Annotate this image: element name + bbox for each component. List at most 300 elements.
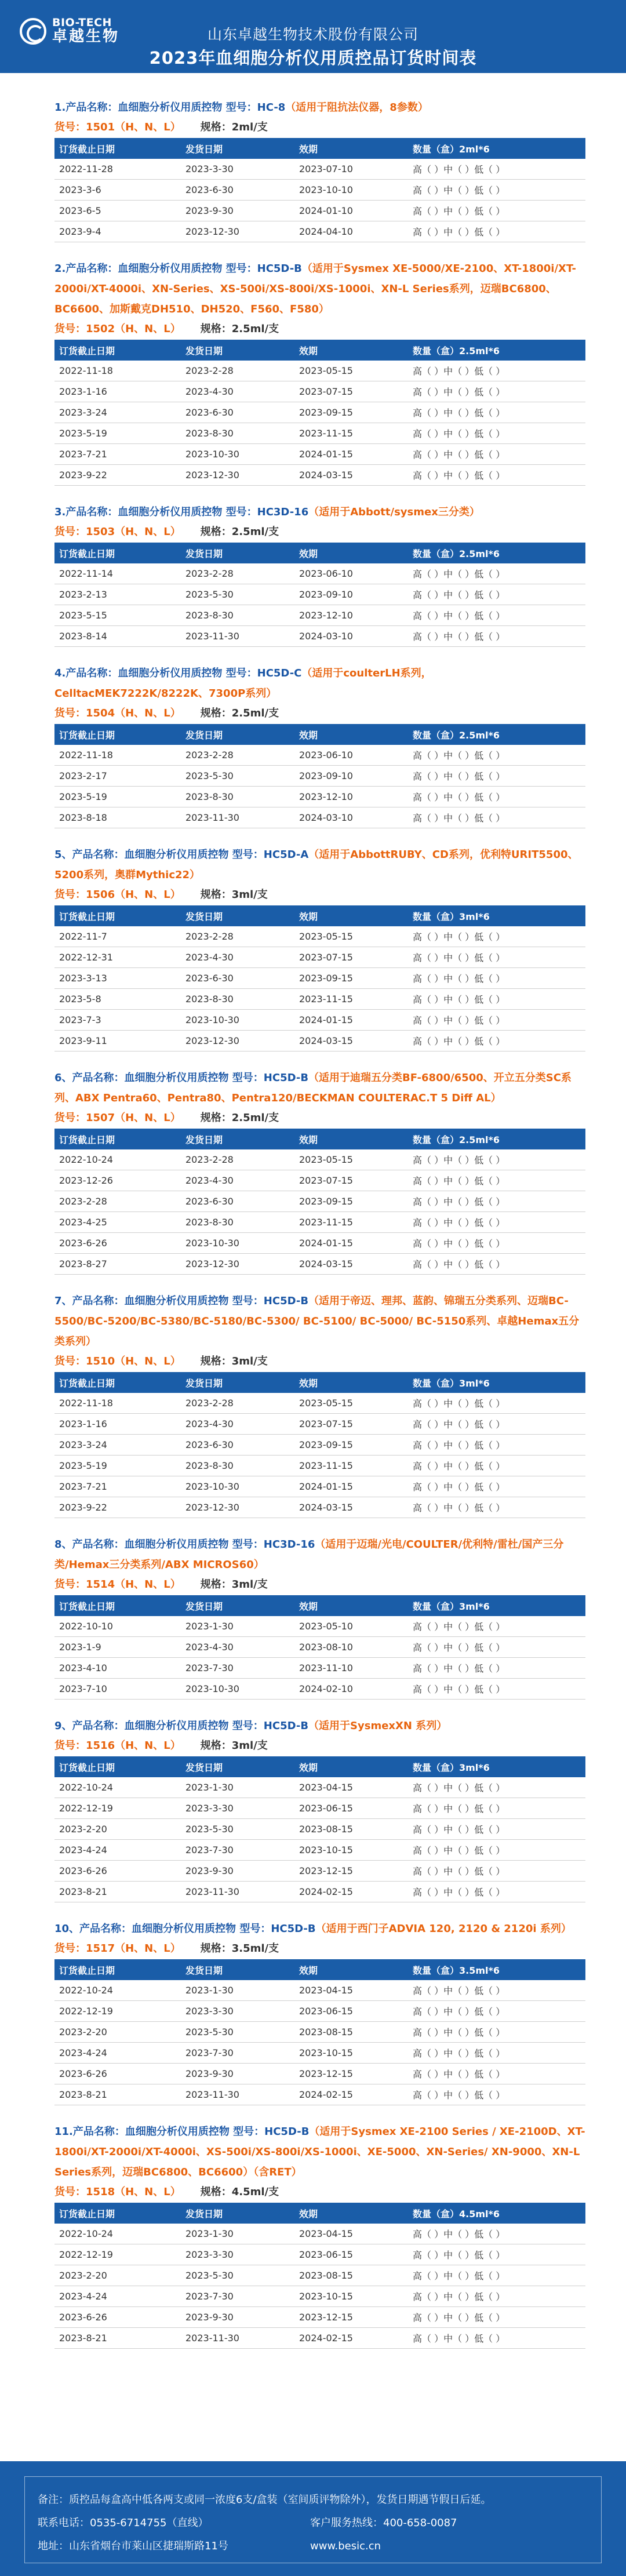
product-heading xyxy=(54,1291,585,1352)
table-row xyxy=(54,2064,585,2084)
quantity-cell[interactable]: 高（ ）中（ ）低（ ） xyxy=(413,2229,505,2240)
col-expiry: 效期 xyxy=(299,1377,318,1389)
ship-date-cell: 2023-2-28 xyxy=(185,568,234,579)
ship-date-cell: 2023-4-30 xyxy=(185,386,234,397)
ship-date-cell: 2023-6-30 xyxy=(185,184,234,195)
expiry-cell: 2023-10-15 xyxy=(299,2291,353,2302)
table-header-row xyxy=(54,724,585,745)
order-deadline-cell: 2023-7-3 xyxy=(59,1014,101,1025)
table-row xyxy=(54,1658,585,1679)
ship-date-cell: 2023-5-30 xyxy=(185,2270,234,2281)
quantity-cell[interactable]: 高（ ）中（ ）低（ ） xyxy=(413,631,505,642)
ship-date-cell: 2023-9-30 xyxy=(185,2068,234,2079)
ship-date-cell: 2023-11-30 xyxy=(185,1886,239,1897)
product-section xyxy=(54,845,585,1051)
product-heading xyxy=(54,1534,585,1575)
quantity-cell[interactable]: 高（ ）中（ ）低（ ） xyxy=(413,387,505,398)
product-code-line xyxy=(54,319,585,339)
table-row xyxy=(54,989,585,1010)
expiry-cell: 2023-05-15 xyxy=(299,931,353,942)
order-deadline-cell: 2023-9-22 xyxy=(59,1502,107,1513)
quantity-cell[interactable]: 高（ ）中（ ）低（ ） xyxy=(413,1398,505,1409)
order-deadline-cell: 2022-12-19 xyxy=(59,1803,113,1814)
product-spec: 规格：3ml/支 xyxy=(200,889,268,901)
col-expiry: 效期 xyxy=(299,1762,318,1773)
product-section xyxy=(54,2122,585,2349)
ship-date-cell: 2023-6-30 xyxy=(185,1439,234,1450)
order-deadline-cell: 2023-3-24 xyxy=(59,407,107,418)
col-expiry: 效期 xyxy=(299,548,318,559)
col-quantity: 数量（盒）3ml*6 xyxy=(413,911,490,922)
quantity-cell[interactable]: 高（ ）中（ ）低（ ） xyxy=(413,1502,505,1513)
quantity-cell[interactable]: 高（ ）中（ ）低（ ） xyxy=(413,1663,505,1674)
footer-box xyxy=(24,2476,602,2563)
table-row xyxy=(54,2022,585,2043)
expiry-cell: 2023-11-15 xyxy=(299,994,353,1005)
table-row xyxy=(54,2244,585,2265)
col-quantity: 数量（盒）4.5ml*6 xyxy=(413,2208,500,2220)
order-deadline-cell: 2023-6-26 xyxy=(59,1865,107,1876)
quantity-cell[interactable]: 高（ ）中（ ）低（ ） xyxy=(413,1684,505,1695)
quantity-cell[interactable]: 高（ ）中（ ）低（ ） xyxy=(413,1155,505,1166)
col-quantity: 数量（盒）2.5ml*6 xyxy=(413,548,500,559)
page-header xyxy=(0,0,626,73)
expiry-cell: 2023-06-10 xyxy=(299,749,353,761)
order-deadline-cell: 2023-2-17 xyxy=(59,770,107,781)
expiry-cell: 2023-12-10 xyxy=(299,791,353,802)
expiry-cell: 2023-07-15 xyxy=(299,1175,353,1186)
ship-date-cell: 2023-8-30 xyxy=(185,428,234,439)
quantity-cell[interactable]: 高（ ）中（ ）低（ ） xyxy=(413,1196,505,1207)
expiry-cell: 2024-01-15 xyxy=(299,1238,353,1249)
product-name-model: 2.产品名称：血细胞分析仪用质控物 型号：HC5D-B xyxy=(54,263,302,275)
table-row xyxy=(54,1798,585,1819)
order-deadline-cell: 2023-1-16 xyxy=(59,1418,107,1429)
product-heading xyxy=(54,845,585,885)
product-section xyxy=(54,259,585,486)
table-header-row xyxy=(54,1756,585,1777)
expiry-cell: 2024-03-15 xyxy=(299,1258,353,1269)
ship-date-cell: 2023-11-30 xyxy=(185,631,239,642)
quantity-cell[interactable]: 高（ ）中（ ）低（ ） xyxy=(413,973,505,984)
company-address: 地址：山东省烟台市莱山区捷瑞斯路11号 xyxy=(38,2540,228,2552)
quantity-cell[interactable]: 高（ ）中（ ）低（ ） xyxy=(413,2006,505,2017)
table-row xyxy=(54,1456,585,1476)
ship-date-cell: 2023-7-30 xyxy=(185,2047,234,2058)
col-quantity: 数量（盒）2.5ml*6 xyxy=(413,1134,500,1145)
product-spec: 规格：4.5ml/支 xyxy=(200,2186,279,2198)
order-deadline-cell: 2022-12-31 xyxy=(59,952,113,963)
ship-date-cell: 2023-2-28 xyxy=(185,1398,234,1409)
expiry-cell: 2023-04-15 xyxy=(299,1985,353,1996)
quantity-cell[interactable]: 高（ ）中（ ）低（ ） xyxy=(413,2027,505,2038)
ship-date-cell: 2023-7-30 xyxy=(185,2291,234,2302)
order-deadline-cell: 2023-4-25 xyxy=(59,1217,107,1228)
product-code-line xyxy=(54,118,585,137)
quantity-cell[interactable]: 高（ ）中（ ）低（ ） xyxy=(413,428,505,439)
ship-date-cell: 2023-4-30 xyxy=(185,952,234,963)
quantity-cell[interactable]: 高（ ）中（ ）低（ ） xyxy=(413,2090,505,2101)
quantity-cell[interactable]: 高（ ）中（ ）低（ ） xyxy=(413,1015,505,1026)
expiry-cell: 2023-05-10 xyxy=(299,1621,353,1632)
product-name-model: 10、产品名称：血细胞分析仪用质控物 型号：HC5D-B xyxy=(54,1923,316,1935)
expiry-cell: 2023-04-15 xyxy=(299,1782,353,1793)
table-row xyxy=(54,766,585,787)
ship-date-cell: 2023-5-30 xyxy=(185,1824,234,1835)
table-row xyxy=(54,423,585,444)
quantity-cell[interactable]: 高（ ）中（ ）低（ ） xyxy=(413,164,505,175)
order-deadline-cell: 2022-11-7 xyxy=(59,931,107,942)
expiry-cell: 2023-07-15 xyxy=(299,1418,353,1429)
ship-date-cell: 2023-10-30 xyxy=(185,1238,239,1249)
product-code: 货号：1504（H、N、L） xyxy=(54,707,181,719)
product-name-model: 9、产品名称：血细胞分析仪用质控物 型号：HC5D-B xyxy=(54,1720,309,1732)
table-row xyxy=(54,2307,585,2328)
quantity-cell[interactable]: 高（ ）中（ ）低（ ） xyxy=(413,366,505,377)
table-row xyxy=(54,1031,585,1051)
schedule-table xyxy=(54,2203,585,2349)
table-row xyxy=(54,465,585,486)
expiry-cell: 2023-10-10 xyxy=(299,184,353,195)
table-row xyxy=(54,1212,585,1233)
table-row xyxy=(54,605,585,626)
col-expiry: 效期 xyxy=(299,1600,318,1612)
col-ship-date: 发货日期 xyxy=(185,729,223,741)
quantity-cell[interactable]: 高（ ）中（ ）低（ ） xyxy=(413,2048,505,2059)
order-deadline-cell: 2023-2-20 xyxy=(59,1824,107,1835)
order-deadline-cell: 2023-5-19 xyxy=(59,1460,107,1471)
product-spec: 规格：3ml/支 xyxy=(200,1578,268,1591)
col-order-deadline: 订货截止日期 xyxy=(59,2208,115,2220)
table-row xyxy=(54,159,585,180)
expiry-cell: 2023-09-15 xyxy=(299,1439,353,1450)
company-name: 山东卓越生物技术股份有限公司 xyxy=(207,26,418,43)
expiry-cell: 2024-03-15 xyxy=(299,1502,353,1513)
order-deadline-cell: 2022-10-24 xyxy=(59,1154,113,1165)
quantity-cell[interactable]: 高（ ）中（ ）低（ ） xyxy=(413,1419,505,1430)
order-deadline-cell: 2023-1-16 xyxy=(59,386,107,397)
ship-date-cell: 2023-2-28 xyxy=(185,1154,234,1165)
quantity-cell[interactable]: 高（ ）中（ ）低（ ） xyxy=(413,2250,505,2261)
expiry-cell: 2023-06-15 xyxy=(299,2249,353,2260)
col-order-deadline: 订货截止日期 xyxy=(59,548,115,559)
col-order-deadline: 订货截止日期 xyxy=(59,345,115,356)
quantity-cell[interactable]: 高（ ）中（ ）低（ ） xyxy=(413,1621,505,1632)
ship-date-cell: 2023-11-30 xyxy=(185,812,239,823)
quantity-cell[interactable]: 高（ ）中（ ）低（ ） xyxy=(413,1803,505,1814)
product-name-model: 1.产品名称：血细胞分析仪用质控物 型号：HC-8 xyxy=(54,101,286,114)
expiry-cell: 2023-09-15 xyxy=(299,1196,353,1207)
order-deadline-cell: 2023-8-27 xyxy=(59,1258,107,1269)
product-spec: 规格：2.5ml/支 xyxy=(200,526,279,538)
order-deadline-cell: 2023-3-6 xyxy=(59,184,101,195)
ship-date-cell: 2023-10-30 xyxy=(185,1683,239,1694)
table-row xyxy=(54,563,585,584)
expiry-cell: 2024-03-10 xyxy=(299,812,353,823)
ship-date-cell: 2023-11-30 xyxy=(185,2333,239,2344)
table-header-row xyxy=(54,1595,585,1616)
product-code: 货号：1501（H、N、L） xyxy=(54,121,181,133)
order-deadline-cell: 2022-10-24 xyxy=(59,1985,113,1996)
col-ship-date: 发货日期 xyxy=(185,345,223,356)
ship-date-cell: 2023-4-30 xyxy=(185,1175,234,1186)
quantity-cell[interactable]: 高（ ）中（ ）低（ ） xyxy=(413,1440,505,1451)
product-code-line xyxy=(54,522,585,541)
expiry-cell: 2023-12-15 xyxy=(299,2312,353,2323)
ship-date-cell: 2023-8-30 xyxy=(185,1217,234,1228)
col-ship-date: 发货日期 xyxy=(185,1377,223,1389)
quantity-cell[interactable]: 高（ ）中（ ）低（ ） xyxy=(413,771,505,782)
expiry-cell: 2023-09-10 xyxy=(299,770,353,781)
product-name-model: 4.产品名称：血细胞分析仪用质控物 型号：HC5D-C xyxy=(54,667,302,679)
table-row xyxy=(54,1476,585,1497)
expiry-cell: 2024-02-10 xyxy=(299,1683,353,1694)
col-ship-date: 发货日期 xyxy=(185,2208,223,2220)
table-row xyxy=(54,2328,585,2349)
product-heading xyxy=(54,1716,585,1736)
order-deadline-cell: 2023-7-21 xyxy=(59,1481,107,1492)
company-website[interactable]: www.besic.cn xyxy=(310,2540,381,2552)
col-order-deadline: 订货截止日期 xyxy=(59,1762,115,1773)
quantity-cell[interactable]: 高（ ）中（ ）低（ ） xyxy=(413,1238,505,1249)
ship-date-cell: 2023-6-30 xyxy=(185,407,234,418)
col-order-deadline: 订货截止日期 xyxy=(59,143,115,155)
expiry-cell: 2023-08-15 xyxy=(299,1824,353,1835)
expiry-cell: 2023-08-15 xyxy=(299,2270,353,2281)
product-applicable-note: （适用于Sysmex XE-2100 Series / XE-2100D、XT-1800i/XT-2000i/XT-4000i、XS-500i/XS-800i/XS-1000i、XE-5000、XN-Series/ XN-9000、XN-L Series系列，迈瑞BC6800、BC6600）（含RET） xyxy=(54,2126,585,2178)
order-deadline-cell: 2023-8-18 xyxy=(59,812,107,823)
quantity-cell[interactable]: 高（ ）中（ ）低（ ） xyxy=(413,932,505,943)
quantity-cell[interactable]: 高（ ）中（ ）低（ ） xyxy=(413,610,505,621)
table-row xyxy=(54,2224,585,2244)
table-row xyxy=(54,1616,585,1637)
table-row xyxy=(54,1840,585,1861)
expiry-cell: 2023-05-15 xyxy=(299,1154,353,1165)
ship-date-cell: 2023-3-30 xyxy=(185,163,234,174)
product-sections xyxy=(0,73,626,2349)
product-applicable-note: （适用于Abbott/sysmex三分类） xyxy=(308,506,480,518)
order-deadline-cell: 2022-11-18 xyxy=(59,749,113,761)
order-deadline-cell: 2023-9-11 xyxy=(59,1035,107,1046)
col-ship-date: 发货日期 xyxy=(185,1600,223,1612)
order-deadline-cell: 2023-5-8 xyxy=(59,994,101,1005)
ship-date-cell: 2023-6-30 xyxy=(185,1196,234,1207)
expiry-cell: 2024-03-15 xyxy=(299,1035,353,1046)
quantity-cell[interactable]: 高（ ）中（ ）低（ ） xyxy=(413,2069,505,2080)
product-code-line xyxy=(54,704,585,723)
product-applicable-note: （适用于Sysmex XE-5000/XE-2100、XT-1800i/XT-2000i/XT-4000i、XN-Series、XS-500i/XS-800i/XS-1000i、XN-L Series系列，迈瑞BC6800、BC6600、加斯戴克DH510、DH520、F560、F580） xyxy=(54,263,577,315)
expiry-cell: 2023-12-10 xyxy=(299,610,353,621)
order-deadline-cell: 2023-8-21 xyxy=(59,1886,107,1897)
quantity-cell[interactable]: 高（ ）中（ ）低（ ） xyxy=(413,813,505,824)
expiry-cell: 2023-11-15 xyxy=(299,1460,353,1471)
ship-date-cell: 2023-10-30 xyxy=(185,1014,239,1025)
col-ship-date: 发货日期 xyxy=(185,143,223,155)
quantity-cell[interactable]: 高（ ）中（ ）低（ ） xyxy=(413,2271,505,2282)
table-row xyxy=(54,2084,585,2105)
quantity-cell[interactable]: 高（ ）中（ ）低（ ） xyxy=(413,590,505,601)
product-name-model: 8、产品名称：血细胞分析仪用质控物 型号：HC3D-16 xyxy=(54,1538,315,1551)
order-deadline-cell: 2023-3-24 xyxy=(59,1439,107,1450)
table-row xyxy=(54,1777,585,1798)
expiry-cell: 2023-06-15 xyxy=(299,2006,353,2017)
quantity-cell[interactable]: 高（ ）中（ ）低（ ） xyxy=(413,1176,505,1187)
table-row xyxy=(54,2001,585,2022)
quantity-cell[interactable]: 高（ ）中（ ）低（ ） xyxy=(413,952,505,963)
product-code-line xyxy=(54,2182,585,2202)
expiry-cell: 2023-05-15 xyxy=(299,1398,353,1409)
ship-date-cell: 2023-5-30 xyxy=(185,589,234,600)
order-deadline-cell: 2022-11-18 xyxy=(59,1398,113,1409)
order-deadline-cell: 2022-12-19 xyxy=(59,2249,113,2260)
ship-date-cell: 2023-1-30 xyxy=(185,2228,234,2239)
quantity-cell[interactable]: 高（ ）中（ ）低（ ） xyxy=(413,1985,505,1996)
col-quantity: 数量（盒）3ml*6 xyxy=(413,1377,490,1389)
table-header-row xyxy=(54,138,585,159)
table-row xyxy=(54,745,585,766)
product-code-line xyxy=(54,1108,585,1127)
ship-date-cell: 2023-10-30 xyxy=(185,1481,239,1492)
quantity-cell[interactable]: 高（ ）中（ ）低（ ） xyxy=(413,792,505,803)
schedule-table xyxy=(54,1372,585,1518)
order-deadline-cell: 2023-9-22 xyxy=(59,470,107,481)
ship-date-cell: 2023-7-30 xyxy=(185,1844,234,1855)
product-heading xyxy=(54,663,585,704)
quantity-cell[interactable]: 高（ ）中（ ）低（ ） xyxy=(413,569,505,580)
quantity-cell[interactable]: 高（ ）中（ ）低（ ） xyxy=(413,470,505,481)
table-row xyxy=(54,807,585,828)
col-ship-date: 发货日期 xyxy=(185,1762,223,1773)
quantity-cell[interactable]: 高（ ）中（ ）低（ ） xyxy=(413,1217,505,1228)
product-name-model: 3.产品名称：血细胞分析仪用质控物 型号：HC3D-16 xyxy=(54,506,309,518)
ship-date-cell: 2023-11-30 xyxy=(185,2089,239,2100)
expiry-cell: 2024-01-15 xyxy=(299,1481,353,1492)
product-code-line xyxy=(54,1939,585,1958)
ship-date-cell: 2023-2-28 xyxy=(185,365,234,376)
order-deadline-cell: 2023-6-26 xyxy=(59,2068,107,2079)
product-section xyxy=(54,502,585,647)
order-deadline-cell: 2023-8-14 xyxy=(59,631,107,642)
quantity-cell[interactable]: 高（ ）中（ ）低（ ） xyxy=(413,1642,505,1653)
schedule-table xyxy=(54,543,585,647)
product-applicable-note: （适用于coulterLH系列，CelltacMEK7222K/8222K、7300P系列） xyxy=(54,667,432,700)
table-row xyxy=(54,1010,585,1031)
table-row xyxy=(54,1414,585,1435)
table-row xyxy=(54,1393,585,1414)
product-spec: 规格：3.5ml/支 xyxy=(200,1942,279,1955)
product-name-model: 6、产品名称：血细胞分析仪用质控物 型号：HC5D-B xyxy=(54,1072,309,1084)
col-order-deadline: 订货截止日期 xyxy=(59,911,115,922)
table-row xyxy=(54,1637,585,1658)
quantity-cell[interactable]: 高（ ）中（ ）低（ ） xyxy=(413,2333,505,2344)
table-row xyxy=(54,402,585,423)
product-name-model: 5、产品名称：血细胞分析仪用质控物 型号：HC5D-A xyxy=(54,849,309,861)
expiry-cell: 2023-08-15 xyxy=(299,2026,353,2037)
table-row xyxy=(54,1980,585,2001)
order-deadline-cell: 2023-4-24 xyxy=(59,2047,107,2058)
expiry-cell: 2024-04-10 xyxy=(299,226,353,237)
quantity-cell[interactable]: 高（ ）中（ ）低（ ） xyxy=(413,1482,505,1493)
table-row xyxy=(54,221,585,242)
quantity-cell[interactable]: 高（ ）中（ ）低（ ） xyxy=(413,1782,505,1793)
quantity-cell[interactable]: 高（ ）中（ ）低（ ） xyxy=(413,1866,505,1877)
table-row xyxy=(54,1861,585,1882)
schedule-table xyxy=(54,905,585,1051)
col-expiry: 效期 xyxy=(299,729,318,741)
page-footer xyxy=(0,2461,626,2576)
table-row xyxy=(54,1149,585,1170)
quantity-cell[interactable]: 高（ ）中（ ）低（ ） xyxy=(413,449,505,460)
table-header-row xyxy=(54,543,585,563)
quantity-cell[interactable]: 高（ ）中（ ）低（ ） xyxy=(413,2291,505,2302)
col-quantity: 数量（盒）2ml*6 xyxy=(413,143,490,155)
product-code: 货号：1518（H、N、L） xyxy=(54,2186,181,2198)
quantity-cell[interactable]: 高（ ）中（ ）低（ ） xyxy=(413,185,505,196)
quantity-cell[interactable]: 高（ ）中（ ）低（ ） xyxy=(413,206,505,217)
expiry-cell: 2023-12-15 xyxy=(299,2068,353,2079)
table-row xyxy=(54,2286,585,2307)
table-row xyxy=(54,1191,585,1212)
ship-date-cell: 2023-2-28 xyxy=(185,931,234,942)
quantity-cell[interactable]: 高（ ）中（ ）低（ ） xyxy=(413,750,505,761)
quantity-cell[interactable]: 高（ ）中（ ）低（ ） xyxy=(413,1461,505,1472)
quantity-cell[interactable]: 高（ ）中（ ）低（ ） xyxy=(413,1824,505,1835)
ship-date-cell: 2023-8-30 xyxy=(185,1460,234,1471)
logo-chinese: 卓越生物 xyxy=(52,27,120,45)
ship-date-cell: 2023-10-30 xyxy=(185,449,239,460)
ship-date-cell: 2023-12-30 xyxy=(185,1502,239,1513)
table-row xyxy=(54,201,585,221)
quantity-cell[interactable]: 高（ ）中（ ）低（ ） xyxy=(413,1036,505,1047)
product-section xyxy=(54,1291,585,1518)
ship-date-cell: 2023-4-30 xyxy=(185,1418,234,1429)
order-deadline-cell: 2022-11-14 xyxy=(59,568,113,579)
product-code-line xyxy=(54,1352,585,1371)
table-row xyxy=(54,626,585,647)
table-row xyxy=(54,1497,585,1518)
quantity-cell[interactable]: 高（ ）中（ ）低（ ） xyxy=(413,407,505,419)
quantity-cell[interactable]: 高（ ）中（ ）低（ ） xyxy=(413,2312,505,2323)
col-ship-date: 发货日期 xyxy=(185,911,223,922)
product-code-line xyxy=(54,885,585,904)
quantity-cell[interactable]: 高（ ）中（ ）低（ ） xyxy=(413,1845,505,1856)
ship-date-cell: 2023-2-28 xyxy=(185,749,234,761)
col-quantity: 数量（盒）3ml*6 xyxy=(413,1762,490,1773)
expiry-cell: 2023-12-15 xyxy=(299,1865,353,1876)
quantity-cell[interactable]: 高（ ）中（ ）低（ ） xyxy=(413,994,505,1005)
contact-phone: 联系电话：0535-6714755（直线） xyxy=(38,2517,209,2529)
expiry-cell: 2024-01-15 xyxy=(299,449,353,460)
table-row xyxy=(54,1254,585,1275)
expiry-cell: 2023-07-15 xyxy=(299,952,353,963)
expiry-cell: 2023-04-15 xyxy=(299,2228,353,2239)
ship-date-cell: 2023-8-30 xyxy=(185,791,234,802)
product-applicable-note: （适用于帝迈、理邦、蓝韵、锦瑞五分类系列、迈瑞BC-5500/BC-5200/BC-5380/BC-5180/BC-5300/ BC-5100/ BC-5000/ BC-5150系列、卓越Hemax五分类系列） xyxy=(54,1295,580,1348)
product-section xyxy=(54,1919,585,2105)
logo-english: BIO-TECH xyxy=(52,16,112,29)
quantity-cell[interactable]: 高（ ）中（ ）低（ ） xyxy=(413,1259,505,1270)
product-applicable-note: （适用于SysmexXN 系列） xyxy=(308,1720,447,1732)
quantity-cell[interactable]: 高（ ）中（ ）低（ ） xyxy=(413,227,505,238)
product-code-line xyxy=(54,1575,585,1594)
quantity-cell[interactable]: 高（ ）中（ ）低（ ） xyxy=(413,1887,505,1898)
col-expiry: 效期 xyxy=(299,345,318,356)
ship-date-cell: 2023-6-30 xyxy=(185,973,234,984)
table-row xyxy=(54,381,585,402)
order-deadline-cell: 2022-11-18 xyxy=(59,365,113,376)
expiry-cell: 2023-05-15 xyxy=(299,365,353,376)
order-deadline-cell: 2023-5-19 xyxy=(59,791,107,802)
